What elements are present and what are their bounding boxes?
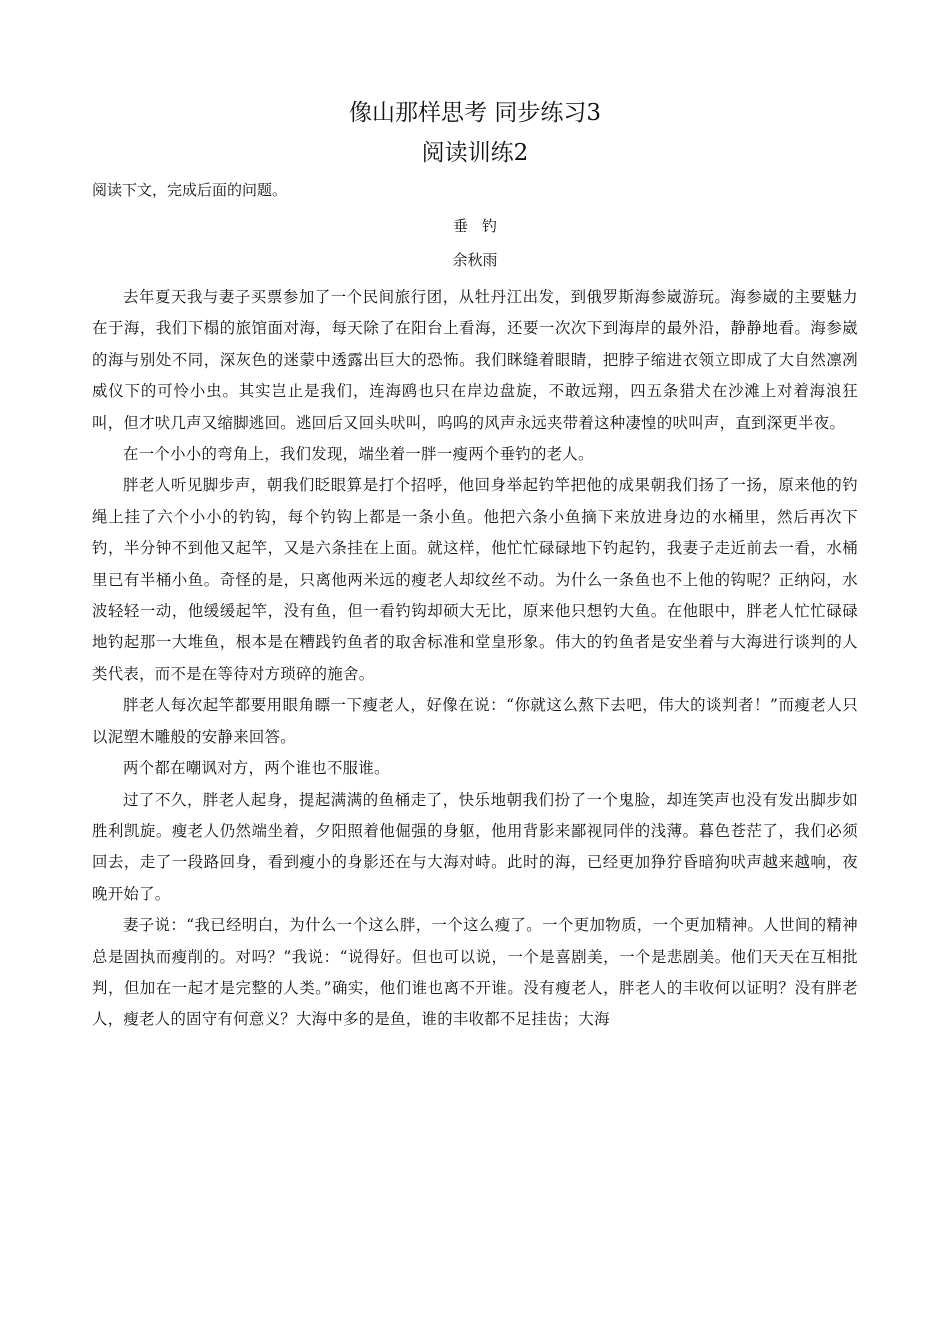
article-title: 垂钓: [452, 217, 511, 235]
paragraph: 在一个小小的弯角上，我们发现，端坐着一胖一瘦两个垂钓的老人。: [123, 445, 594, 464]
document-title: 像山那样思考 同步练习3: [349, 100, 601, 126]
paragraph: 过了不久，胖老人起身，提起满满的鱼桶走了，快乐地朝我们扮了一个鬼脸，却连笑声也没有发出脚步如胜利凯旋。瘦老人仍然端坐着，夕阳照着他倔强的身躯，他用背影来鄙视同伴的浅薄。暮色苍茫了，我们必须回去，走了一段路回身，看到瘦小的身影还在与大海对峙。此时的海，已经更加狰狞昏暗狗吠声越来越响，夜晚开始了。: [92, 790, 858, 903]
paragraph: 去年夏天我与妻子买票参加了一个民间旅行团，从牡丹江出发，到俄罗斯海参崴游玩。海参崴的主要魅力在于海，我们下榻的旅馆面对海，每天除了在阳台上看海，还要一次次下到海岸的最外沿，静静地看。海参崴的海与别处不同，深灰色的迷蒙中透露出巨大的恐怖。我们眯缝着眼睛，把脖子缩进衣领立即成了大自然凛冽威仪下的可怜小虫。其实岂止是我们，连海鸥也只在岸边盘旋，不敢远翔，四五条猎犬在沙滩上对着海浪狂叫，但才吠几声又缩脚逃回。逃回后又回头吠叫，呜呜的风声永远夹带着这种凄惶的吠叫声，直到深更半夜。: [92, 288, 858, 432]
paragraph: 两个都在嘲讽对方，两个谁也不服谁。: [123, 759, 390, 778]
paragraph: 妻子说：“我已经明白，为什么一个这么胖，一个这么瘦了。一个更加物质，一个更加精神。人世间的精神总是固执而瘦削的。对吗？”我说：“说得好。但也可以说，一个是喜剧美，一个是悲剧美。他们天天在互相批判，但加在一起才是完整的人类。”确实，他们谁也离不开谁。没有瘦老人，胖老人的丰收何以证明？没有胖老人，瘦老人的固守有何意义？大海中多的是鱼，谁的丰收都不足挂齿；大海: [92, 916, 858, 1029]
paragraph: 胖老人听见脚步声，朝我们眨眼算是打个招呼，他回身举起钓竿把他的成果朝我们扬了一扬，原来他的钓绳上挂了六个小小的钓钩，每个钓钩上都是一条小鱼。他把六条小鱼摘下来放进身边的水桶里，然后再次下钓，半分钟不到他又起竿，又是六条挂在上面。就这样，他忙忙碌碌地下钓起钓，我妻子走近前去一看，水桶里已有半桶小鱼。奇怪的是，只离他两米远的瘦老人却纹丝不动。为什么一条鱼也不上他的钩呢？正纳闷，水波轻轻一动，他缓缓起竿，没有鱼，但一看钓钩却硕大无比，原来他只想钓大鱼。在他眼中，胖老人忙忙碌碌地钓起那一大堆鱼，根本是在糟践钓鱼者的取舍标准和堂皇形象。伟大的钓鱼者是安坐着与大海进行谈判的人类代表，而不是在等待对方琐碎的施舍。: [92, 476, 858, 683]
paragraph: 胖老人每次起竿都要用眼角瞟一下瘦老人，好像在说：“你就这么熬下去吧，伟大的谈判者！”而瘦老人只以泥塑木雕般的安静来回答。: [92, 696, 858, 746]
document-subtitle: 阅读训练2: [421, 140, 529, 166]
article-author: 余秋雨: [452, 251, 498, 269]
reading-instruction: 阅读下文，完成后面的问题。: [92, 181, 288, 199]
article-body: [92, 282, 858, 1036]
